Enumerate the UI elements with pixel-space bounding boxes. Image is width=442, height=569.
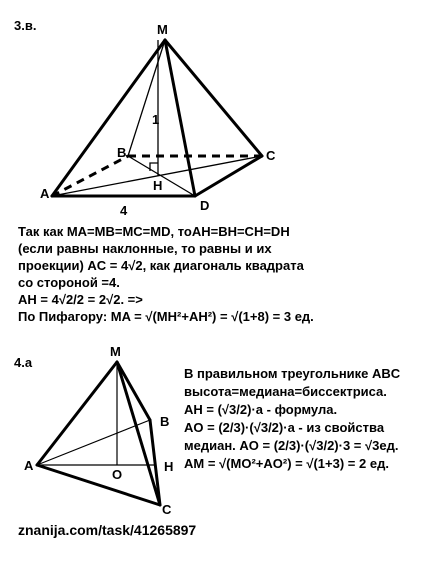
source-footer: znanija.com/task/41265897: [18, 522, 197, 538]
p4-label-O: O: [112, 467, 123, 482]
problem3-solution: [18, 223, 314, 325]
p3-line-5: AH = 4√2/2 = 2√2. =>: [18, 292, 143, 307]
p3-line-1: Так как MA=MB=MC=MD, тоAH=BH=CH=DH: [18, 224, 290, 239]
edge-MD: [165, 40, 195, 196]
p4-label-B: B: [160, 414, 170, 429]
p4-line-5: медиан. AO = (2/3)·(√3/2)·3 = √3ед.: [184, 438, 399, 453]
p3-label-H: H: [153, 178, 163, 193]
p4-line-6: AM = √(MO²+AO²) = √(1+3) = 2 ед.: [184, 456, 389, 471]
p4-label-A: A: [24, 458, 34, 473]
p3-line-6: По Пифагору: MA = √(MH²+AH²) = √(1+8) = 3 ед.: [18, 309, 314, 324]
p3-line-2: (если равны наклонные, то равны и их: [18, 241, 272, 256]
p3-label-M: M: [157, 22, 168, 37]
problem3-number: 3.в.: [14, 18, 37, 33]
p4-label-H: H: [164, 459, 174, 474]
problem4-number: 4.a: [14, 355, 33, 370]
p3-line-4: со стороной =4.: [18, 275, 120, 290]
edge-MB-hidden: [128, 40, 165, 156]
p3-label-height: 1: [152, 112, 160, 127]
p4-line-3: AH = (√3/2)·a - формула.: [184, 402, 338, 417]
p3-label-side: 4: [120, 203, 128, 218]
p4-line-2: высота=медиана=биссектриса.: [184, 384, 387, 399]
p3-line-3: проекции) AC = 4√2, как диагональ квадрата: [18, 258, 304, 273]
edge-AB-hidden: [52, 156, 128, 196]
p3-label-C: C: [266, 148, 276, 163]
edge-MC: [165, 40, 262, 156]
edge-MA: [52, 40, 165, 196]
p4-line-4: AO = (2/3)·(√3/2)·a - из свойства: [184, 420, 385, 435]
p4-label-C: C: [162, 502, 172, 517]
p3-label-B: B: [117, 145, 127, 160]
problem4-solution: [184, 365, 400, 473]
p3-label-D: D: [200, 198, 210, 213]
p3-label-A: A: [40, 186, 50, 201]
p4-line-1: В правильном треугольнике ABC: [184, 366, 401, 381]
p4-label-M: M: [110, 344, 121, 359]
